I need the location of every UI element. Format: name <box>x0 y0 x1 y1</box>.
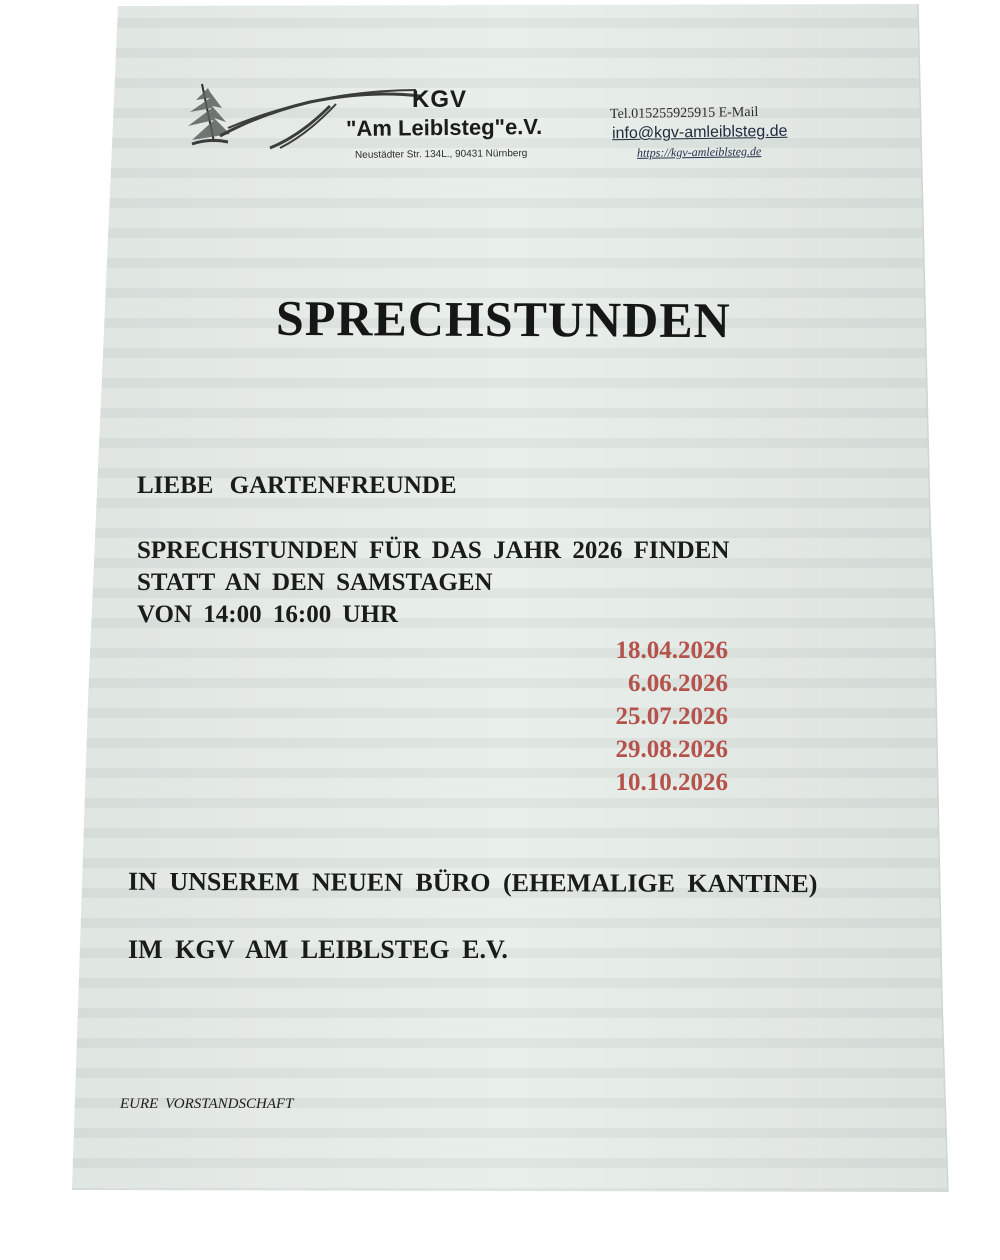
date-item: 18.04.2026 <box>615 637 728 664</box>
page-title: SPRECHSTUNDEN <box>275 289 731 349</box>
club-abbreviation: KGV <box>412 86 468 113</box>
club-name: "Am Leiblsteg"e.V. <box>345 113 543 142</box>
greeting: LIEBE GARTENFREUNDE <box>137 472 457 499</box>
info-line-2: STATT AN DEN SAMSTAGEN <box>137 569 493 596</box>
contact-phone: Tel.015255925915 E-Mail <box>609 104 759 123</box>
date-item: 10.10.2026 <box>615 769 728 796</box>
club-location: IM KGV AM LEIBLSTEG E.V. <box>128 935 508 964</box>
club-address: Neustädter Str. 134L., 90431 Nürnberg <box>354 148 528 161</box>
contact-website-link[interactable]: https://kgv-amleiblsteg.de <box>636 144 762 160</box>
date-item: 6.06.2026 <box>628 670 728 697</box>
signature: EURE VORSTANDSCHAFT <box>120 1096 294 1112</box>
office-location: IN UNSEREM NEUEN BÜRO (EHEMALIGE KANTINE) <box>127 866 818 899</box>
info-line-1: SPRECHSTUNDEN FÜR DAS JAHR 2026 FINDEN <box>137 537 730 564</box>
date-list <box>560 634 728 799</box>
info-line-3: VON 14:00 16:00 UHR <box>137 601 399 628</box>
contact-email-link[interactable]: info@kgv-amleiblsteg.de <box>611 122 788 143</box>
date-item: 29.08.2026 <box>615 736 728 763</box>
date-item: 25.07.2026 <box>615 703 728 730</box>
